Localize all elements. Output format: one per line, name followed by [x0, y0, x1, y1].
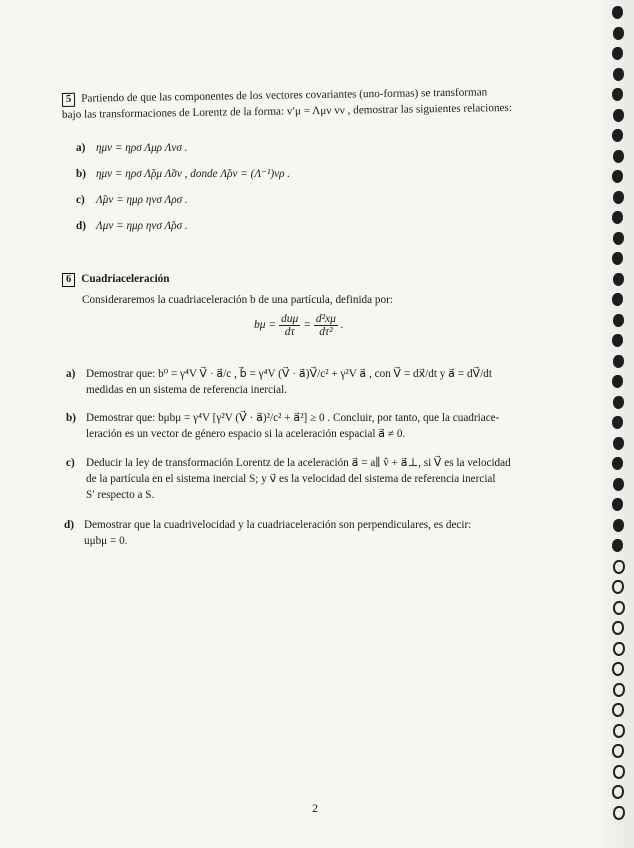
- fraction-du-dtau: $\frac{\text{duμ}}{d\tau}$: [281, 313, 299, 338]
- binding-hole: [613, 478, 624, 491]
- binding-hole: [613, 355, 624, 368]
- binding-hole: [612, 703, 624, 717]
- binding-hole: [613, 724, 625, 738]
- problem-6-item-a: a) Demostrar que: b⁰ = γ⁴V V⃗ · a⃗/c , b⃗ = γ⁴V (V⃗ · a⃗)V⃗/c² + γ²V a⃗ , con V⃗ = dx⃗/dt y a⃗ = dV⃗/dt medidas en un sistema de referencia inercial.: [66, 368, 492, 396]
- binding-hole: [613, 191, 624, 204]
- problem-number-box: 6: [62, 273, 75, 287]
- problem-5-item-d: d) Λμν = ημρ ηνσ Λ̃ρσ .: [76, 220, 188, 232]
- binding-hole: [612, 375, 623, 388]
- binding-hole: [612, 621, 624, 635]
- problem-5-intro: [61, 86, 568, 123]
- binding-hole: [612, 293, 623, 306]
- problem-5-line2: bajo las transformaciones de Lorentz de la forma: v′μ = Λμν vν , demostrar las siguientes relaciones:: [61, 101, 513, 121]
- binding-hole: [613, 109, 624, 122]
- binding-hole: [612, 211, 623, 224]
- binding-hole: [612, 539, 623, 552]
- binding-hole: [613, 232, 624, 245]
- problem-6-intro: Consideraremos la cuadriaceleración b de una partícula, definida por:: [82, 294, 393, 306]
- page-number: 2: [312, 801, 318, 815]
- binding-hole: [612, 252, 623, 265]
- binding-hole: [612, 6, 623, 19]
- cuadriaceleracion-definition: bμ = $\frac{\text{duμ}}{d\tau}$ = $\frac{\text{d²xμ}}{\text{dτ²}}$ .: [254, 313, 344, 338]
- binding-hole: [612, 580, 624, 594]
- binding-hole: [612, 498, 623, 511]
- binding-hole: [613, 150, 624, 163]
- binding-hole: [613, 560, 625, 574]
- binding-hole: [613, 273, 624, 286]
- binding-hole: [612, 47, 623, 60]
- fraction-d2x-dtau2: $\frac{\text{d²xμ}}{\text{dτ²}}$: [315, 313, 336, 338]
- binding-hole: [612, 334, 623, 347]
- binding-hole: [613, 27, 624, 40]
- binding-hole: [613, 68, 624, 81]
- problem-number-box: 5: [62, 93, 75, 107]
- problem-6-item-b: b) Demostrar que: bμbμ = γ⁴V [γ²V (V⃗ · a⃗)²/c² + a⃗²] ≥ 0 . Concluir, por tanto, que la cuadriace- leración es un vector de género espacio si la aceleración espacial a⃗ ≠ 0.: [66, 412, 500, 440]
- binding-hole: [613, 314, 624, 327]
- binding-hole: [613, 519, 624, 532]
- problem-6-header: [62, 271, 568, 287]
- binding-holes: [608, 0, 630, 848]
- binding-hole: [613, 765, 625, 779]
- problem-6-item-d: d) Demostrar que la cuadrivelocidad y la cuadriaceleración son perpendiculares, es decir: uμbμ = 0.: [64, 519, 472, 547]
- binding-hole: [613, 396, 624, 409]
- problem-5-item-b: b) ημν = ηρσ Λ̃ρμ Λ̃σν , donde Λ̃ρν = (Λ⁻¹)νρ .: [76, 168, 291, 180]
- binding-hole: [612, 662, 624, 676]
- binding-hole: [612, 170, 623, 183]
- binding-hole: [613, 437, 624, 450]
- binding-hole: [613, 601, 625, 615]
- problem-5-item-c: c) Λ̃μν = ημρ ηνσ Λρσ .: [76, 194, 188, 206]
- problem-5-line1: Partiendo de que las componentes de los vectores covariantes (uno-formas) se transforman: [81, 86, 488, 105]
- binding-hole: [612, 744, 624, 758]
- binding-hole: [613, 806, 625, 820]
- problem-6-title: Cuadriaceleración: [81, 273, 170, 285]
- binding-hole: [612, 129, 623, 142]
- binding-hole: [612, 88, 623, 101]
- problem-5-item-a: a) ημν = ηρσ Λμρ Λνσ .: [76, 142, 188, 154]
- binding-hole: [613, 683, 625, 697]
- problem-6-item-c: c) Deducir la ley de transformación Lorentz de la aceleración a⃗ = a∥ v̂ + a⃗⊥, si V⃗ es la velocidad de la partícula en el sistema inercial S; y v⃗ es la velocidad del sistema de referencia inercial S′ respecto a S.: [66, 457, 511, 501]
- binding-hole: [612, 416, 623, 429]
- binding-hole: [613, 642, 625, 656]
- binding-hole: [612, 457, 623, 470]
- binding-hole: [612, 785, 624, 799]
